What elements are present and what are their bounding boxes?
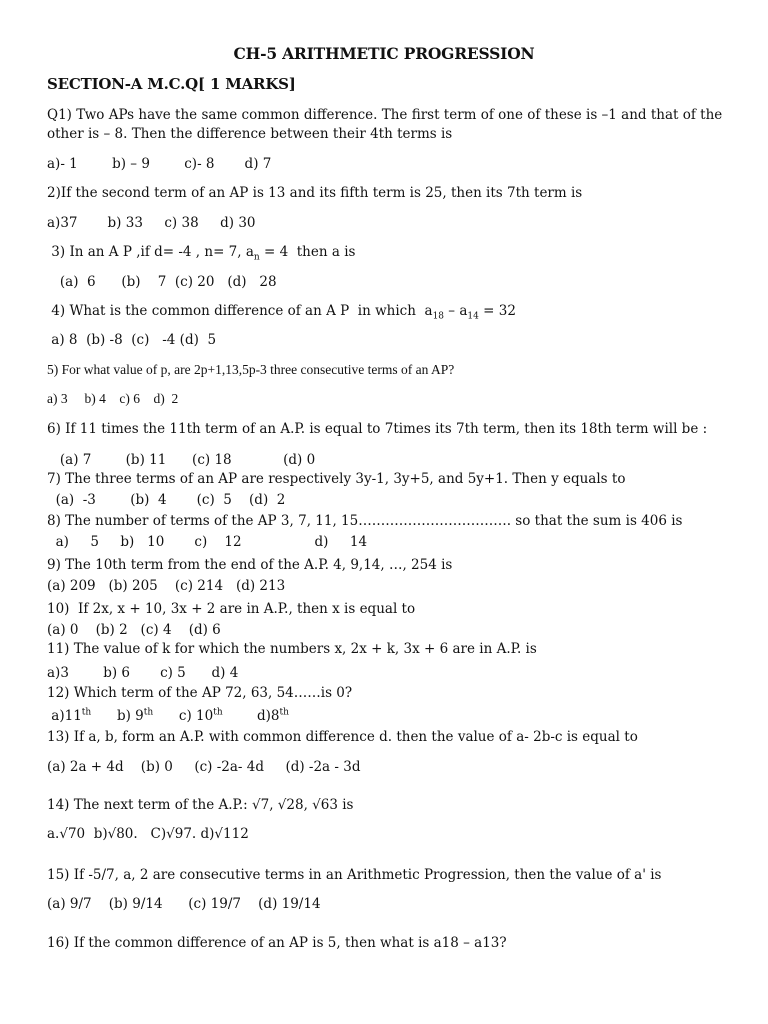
question-12-option-b-sup: th [143, 707, 154, 718]
question-12-option-d-sup: th [279, 707, 289, 718]
question-7-options: (a) -3 (b) 4 (c) 5 (d) 2 [47, 492, 286, 508]
question-3-options: (a) 6 (b) 7 (c) 20 (d) 28 [47, 274, 277, 290]
question-15-text: 15) If -5/7, a, 2 are consecutive terms in an Arithmetic Progression, then the value of a' is [47, 867, 662, 883]
question-9-options: (a) 209 (b) 205 (c) 214 (d) 213 [47, 578, 286, 594]
question-4-text-a: 4) What is the common difference of an A P in which a [47, 303, 433, 319]
question-4-subscript-2: 14 [467, 311, 479, 322]
question-10-text: 10) If 2x, x + 10, 3x + 2 are in A.P., then x is equal to [47, 601, 416, 617]
question-4-text [47, 302, 516, 320]
question-3-text-b: = 4 then a is [259, 244, 356, 260]
question-9-text: 9) The 10th term from the end of the A.P. 4, 9,14, …, 254 is [47, 557, 453, 573]
question-2-text: 2)If the second term of an AP is 13 and its fifth term is 25, then its 7th term is [47, 185, 583, 201]
question-11-text: 11) The value of k for which the numbers x, 2x + k, 3x + 6 are in A.P. is [47, 641, 537, 657]
question-13-text: 13) If a, b, form an A.P. with common difference d. then the value of a- 2b-c is equal to [47, 729, 638, 745]
question-1-line-2: other is – 8. Then the difference between their 4th terms is [47, 126, 453, 142]
question-7-text: 7) The three terms of an AP are respectively 3y-1, 3y+5, and 5y+1. Then y equals to [47, 471, 626, 487]
question-4-subscript-1: 18 [432, 311, 445, 322]
question-12-options [47, 707, 289, 725]
question-14-options: a.√70 b)√80. C)√97. d)√112 [47, 826, 249, 842]
section-heading: SECTION-A M.C.Q[ 1 MARKS] [47, 75, 296, 93]
page-title: CH-5 ARITHMETIC PROGRESSION [233, 44, 535, 63]
question-1-options: a)- 1 b) – 9 c)- 8 d) 7 [47, 156, 272, 172]
question-16-text: 16) If the common difference of an AP is 5, then what is a18 – a13? [47, 935, 507, 951]
question-5-text: 5) For what value of p, are 2p+1,13,5p-3 three consecutive terms of an AP? [47, 362, 455, 377]
question-12-option-a-sup: th [81, 707, 92, 718]
question-3-subscript: n [253, 252, 260, 263]
question-12-option-c: c) 10 [153, 708, 214, 724]
question-12-option-d: d)8 [222, 708, 280, 724]
question-6-text: 6) If 11 times the 11th term of an A.P. is equal to 7times its 7th term, then its 18th term will be : [47, 421, 708, 437]
question-15-options: (a) 9/7 (b) 9/14 (c) 19/7 (d) 19/14 [47, 896, 321, 912]
question-3-text-a: 3) In an A P ,if d= -4 , n= 7, a [47, 244, 254, 260]
question-12-option-b: b) 9 [91, 708, 144, 724]
question-2-options: a)37 b) 33 c) 38 d) 30 [47, 215, 256, 231]
question-10-options: (a) 0 (b) 2 (c) 4 (d) 6 [47, 622, 221, 638]
question-14-text: 14) The next term of the A.P.: √7, √28, √63 is [47, 797, 354, 813]
question-13-options: (a) 2a + 4d (b) 0 (c) -2a- 4d (d) -2a - 3d [47, 759, 361, 775]
question-1-line-1: Q1) Two APs have the same common difference. The first term of one of these is –1 and that of the [47, 107, 723, 123]
question-3-text [47, 243, 355, 261]
question-4-text-mid: – a [444, 303, 468, 319]
question-4-options: a) 8 (b) -8 (c) -4 (d) 5 [47, 332, 217, 348]
question-11-options: a)3 b) 6 c) 5 d) 4 [47, 665, 239, 681]
question-5-options: a) 3 b) 4 c) 6 d) 2 [47, 391, 179, 406]
question-12-option-a: a)11 [47, 708, 82, 724]
question-8-options: a) 5 b) 10 c) 12 d) 14 [47, 534, 368, 550]
question-6-options: (a) 7 (b) 11 (c) 18 (d) 0 [47, 452, 316, 468]
question-8-text: 8) The number of terms of the AP 3, 7, 11, 15……………………………. so that the sum is 406 is [47, 513, 683, 529]
question-12-text: 12) Which term of the AP 72, 63, 54……is 0? [47, 685, 353, 701]
question-12-option-c-sup: th [213, 707, 223, 718]
question-4-text-b: = 32 [478, 303, 516, 319]
